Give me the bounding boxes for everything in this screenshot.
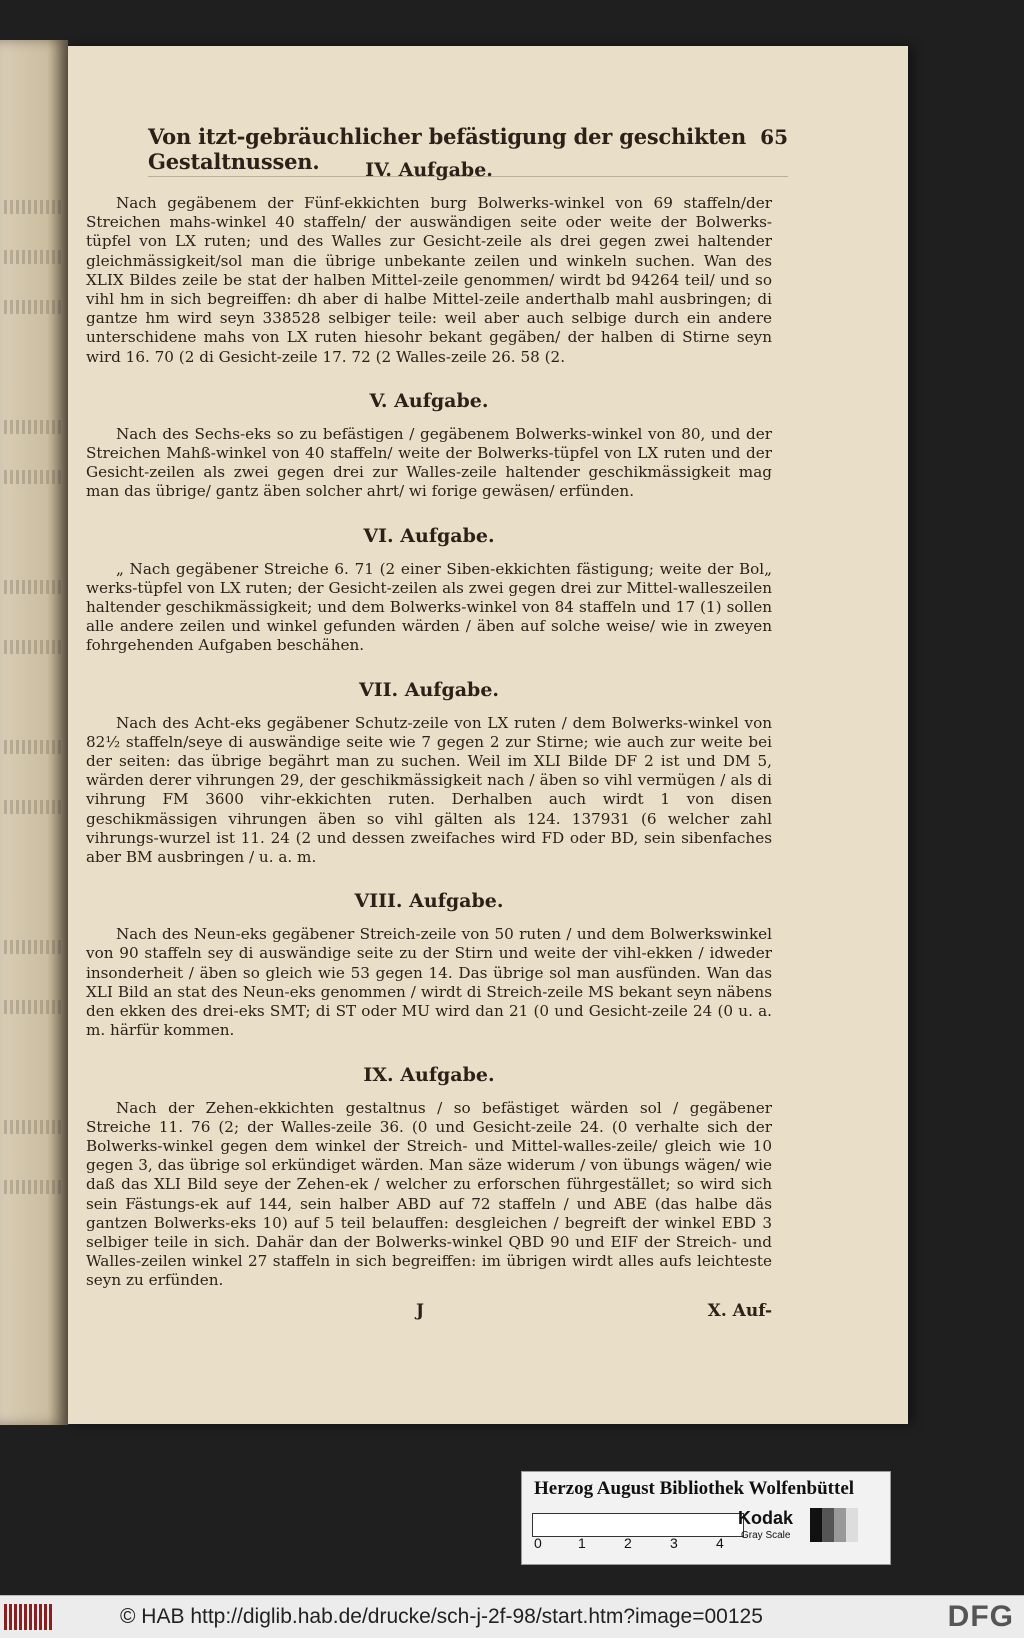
bleed-through — [4, 740, 62, 754]
signature-mark: J — [416, 1301, 425, 1321]
bleed-through — [4, 800, 62, 814]
library-name: Herzog August Bibliothek Wolfenbüttel — [534, 1478, 855, 1499]
section-text: „ Nach gegäbener Streiche 6. 71 (2 einer Siben-ekkichten fästigung; weite der Bol„ werks-tüpfel von LX ruten; der Gesicht-zeilen als zwei gegen drei zur Mittel-walleszeilen haltender geschikmässigkeit; und dem Bolwerks-winkel von 84 staffeln und 17 (1) sollen alle andere zeilen und winkel gefunden wärden / äben auf solche weise/ wie in zweyen fohrgehenden Aufgaben beschähen. — [86, 559, 772, 655]
grayscale-label: Gray Scale — [741, 1530, 791, 1541]
section-heading: VIII. Aufgabe. — [354, 890, 504, 913]
bleed-through — [4, 200, 62, 214]
section — [86, 158, 772, 367]
bleed-through — [4, 300, 62, 314]
scale-label: 2 — [624, 1535, 632, 1551]
bleed-through — [4, 580, 62, 594]
bleed-through — [4, 470, 62, 484]
section — [86, 524, 772, 656]
gray-swatch — [810, 1508, 858, 1542]
page-number: 65 — [760, 125, 788, 149]
scale-label: 1 — [578, 1535, 586, 1551]
measure-scale — [532, 1513, 742, 1553]
bleed-through — [4, 420, 62, 434]
library-color-target — [521, 1471, 891, 1565]
scale-bar — [532, 1513, 744, 1537]
book-page — [68, 46, 908, 1424]
hab-logo-icon — [4, 1602, 54, 1632]
section-heading: IX. Aufgabe. — [363, 1063, 495, 1086]
dfg-logo: DFG — [947, 1600, 1014, 1633]
kodak-label: Kodak — [738, 1508, 794, 1528]
section-text: Nach des Sechs-eks so zu befästigen / gegäbenem Bolwerks-winkel von 80, und der Streichen Mahß-winkel von 40 staffeln/ weite der Bolwerks-tüpfel von LX ruten und der Gesicht-zeilen als zwei gegen drei zur Walles-zeile haltender geschikmässigkeit mag man das übrige/ gantz äben solcher ahrt/ wi forige gewäsen/ erfünden. — [86, 424, 772, 501]
scale-label: 4 — [716, 1535, 724, 1551]
section-heading: IV. Aufgabe. — [365, 159, 493, 181]
catchword: X. Auf- — [707, 1301, 772, 1321]
section-heading: VI. Aufgabe. — [363, 524, 495, 547]
section-text: Nach des Acht-eks gegäbener Schutz-zeile von LX ruten / dem Bolwerks-winkel von 82½ staffeln/seye di auswändige seite wie 7 gegen 2 zur Stirne; wie auch zur weite bei der seiten: das übrige begährt man zu suchen. Weil im XLI Bilde DF 2 ist und DM 5, wärden derer vihrungen 29, der geschikmässigkeit nach / äben so vihl vermügen / als di vihrung FM 3600 vihr-ekkichten ruten. Derhalben auch wirdt 1 von disen geschikmässigen vihrungen äben so vihl gälten als 124. 137931 (6 welcher zahl vihrungs-wurzel ist 11. 24 (2 und dessen zweifaches wird FD oder BD, sein sibenfaches aber BM ausbringen / u. a. m. — [86, 713, 772, 867]
section — [86, 889, 772, 1040]
scale-label: 3 — [670, 1535, 678, 1551]
bleed-through — [4, 1000, 62, 1014]
copyright-link[interactable]: © HAB http://diglib.hab.de/drucke/sch-j-2f-98/start.htm?image=00125 — [120, 1605, 763, 1628]
section-text: Nach des Neun-eks gegäbener Streich-zeile von 50 ruten / und dem Bolwerkswinkel von 90 staffeln sey di auswändige seite zu der Stirn und weite der vihl-ekken / idweder insonderheit / äben so gleich wie 53 gegen 14. Das übrige sol man ausfünden. Wan das XLI Bild an stat des Neun-eks genommen / wirdt di Streich-zeile MS bekant seyn näbens den ekken des drei-eks SMT; di ST oder MU wird dan 21 (0 und Gesicht-zeile 24 (0 u. a. m. härfür kommen. — [86, 925, 772, 1040]
section-text: Nach der Zehen-ekkichten gestaltnus / so befästiget wärden sol / gegäbener Streiche 11. 76 (2; der Walles-zeile 36. (0 und Gesicht-zeile 24. (0 verhalte sich der Bolwerks-winkel gegen dem winkel der Streich- und Mittel-walles-zeile/ gleich wie 10 gegen 3, das übrige sol erkündiget wärden. Man säze widerum / von übungs wägen/ wie daß das XLI Bild seye der Zehen-ek / welcher zu erforschen führgestället; so wird sich sein Fästungs-ek auf 144, sein halber ABD auf 72 staffeln / und ABE (das halbe däs gantzen Bolwerks-eks 10) auf 5 teil belauffen: desgleichen / begreift der winkel EBD 3 selbiger teile in sich. Dahär dan der Bolwerks-winkel QBD 90 und EIF der Streich- und Walles-zeilen winkel 27 staffeln in sich begreiffen: im übrigen wirdt alles aufs leichteste seyn zu erfünden. — [86, 1098, 772, 1290]
section-heading: VII. Aufgabe. — [358, 678, 500, 701]
bleed-through — [4, 1180, 62, 1194]
section — [86, 1063, 772, 1291]
previous-page-edge — [0, 40, 68, 1425]
bleed-through — [4, 1120, 62, 1134]
section-text: Nach gegäbenem der Fünf-ekkichten burg Bolwerks-winkel von 69 staffeln/der Streichen mahs-winkel 40 staffeln/ der auswändigen seite oder weite der Bolwerks-tüpfel von LX ruten; und des Walles zur Gesicht-zeile als drei gegen zwei haltender gleichmässigkeit/sol man die übrige unbekante zeilen und winkeln suchen. Wan des XLIX Bildes zeile be stat der halben Mittel-zeile genommen/ wirdt bd 94264 teil/ und so vihl hm in sich begreiffen: dh aber di halbe Mittel-zeile anderthalb mahl ausbringen; di gantze hm wird seyn 338528 selbiger teile: weil aber auch selbige durch ein andere unterschidene mahs von LX ruten hiesohr bekant gegäben/ der halben di Stirne seyn wird 16. 70 (2 di Gesicht-zeile 17. 72 (2 Walles-zeile 26. 58 (2. — [86, 194, 772, 366]
running-title: Von itzt-gebräuchlicher befästigung der geschikten Gestaltnussen. — [148, 124, 747, 174]
bleed-through — [4, 640, 62, 654]
section — [86, 389, 772, 502]
section-heading: V. Aufgabe. — [369, 389, 489, 412]
bleed-through — [4, 940, 62, 954]
viewer-footer — [0, 1595, 1024, 1638]
scale-label: 0 — [534, 1535, 542, 1551]
page-body — [86, 158, 772, 1313]
bleed-through — [4, 250, 62, 264]
section — [86, 678, 772, 868]
page-foot — [86, 1301, 772, 1321]
